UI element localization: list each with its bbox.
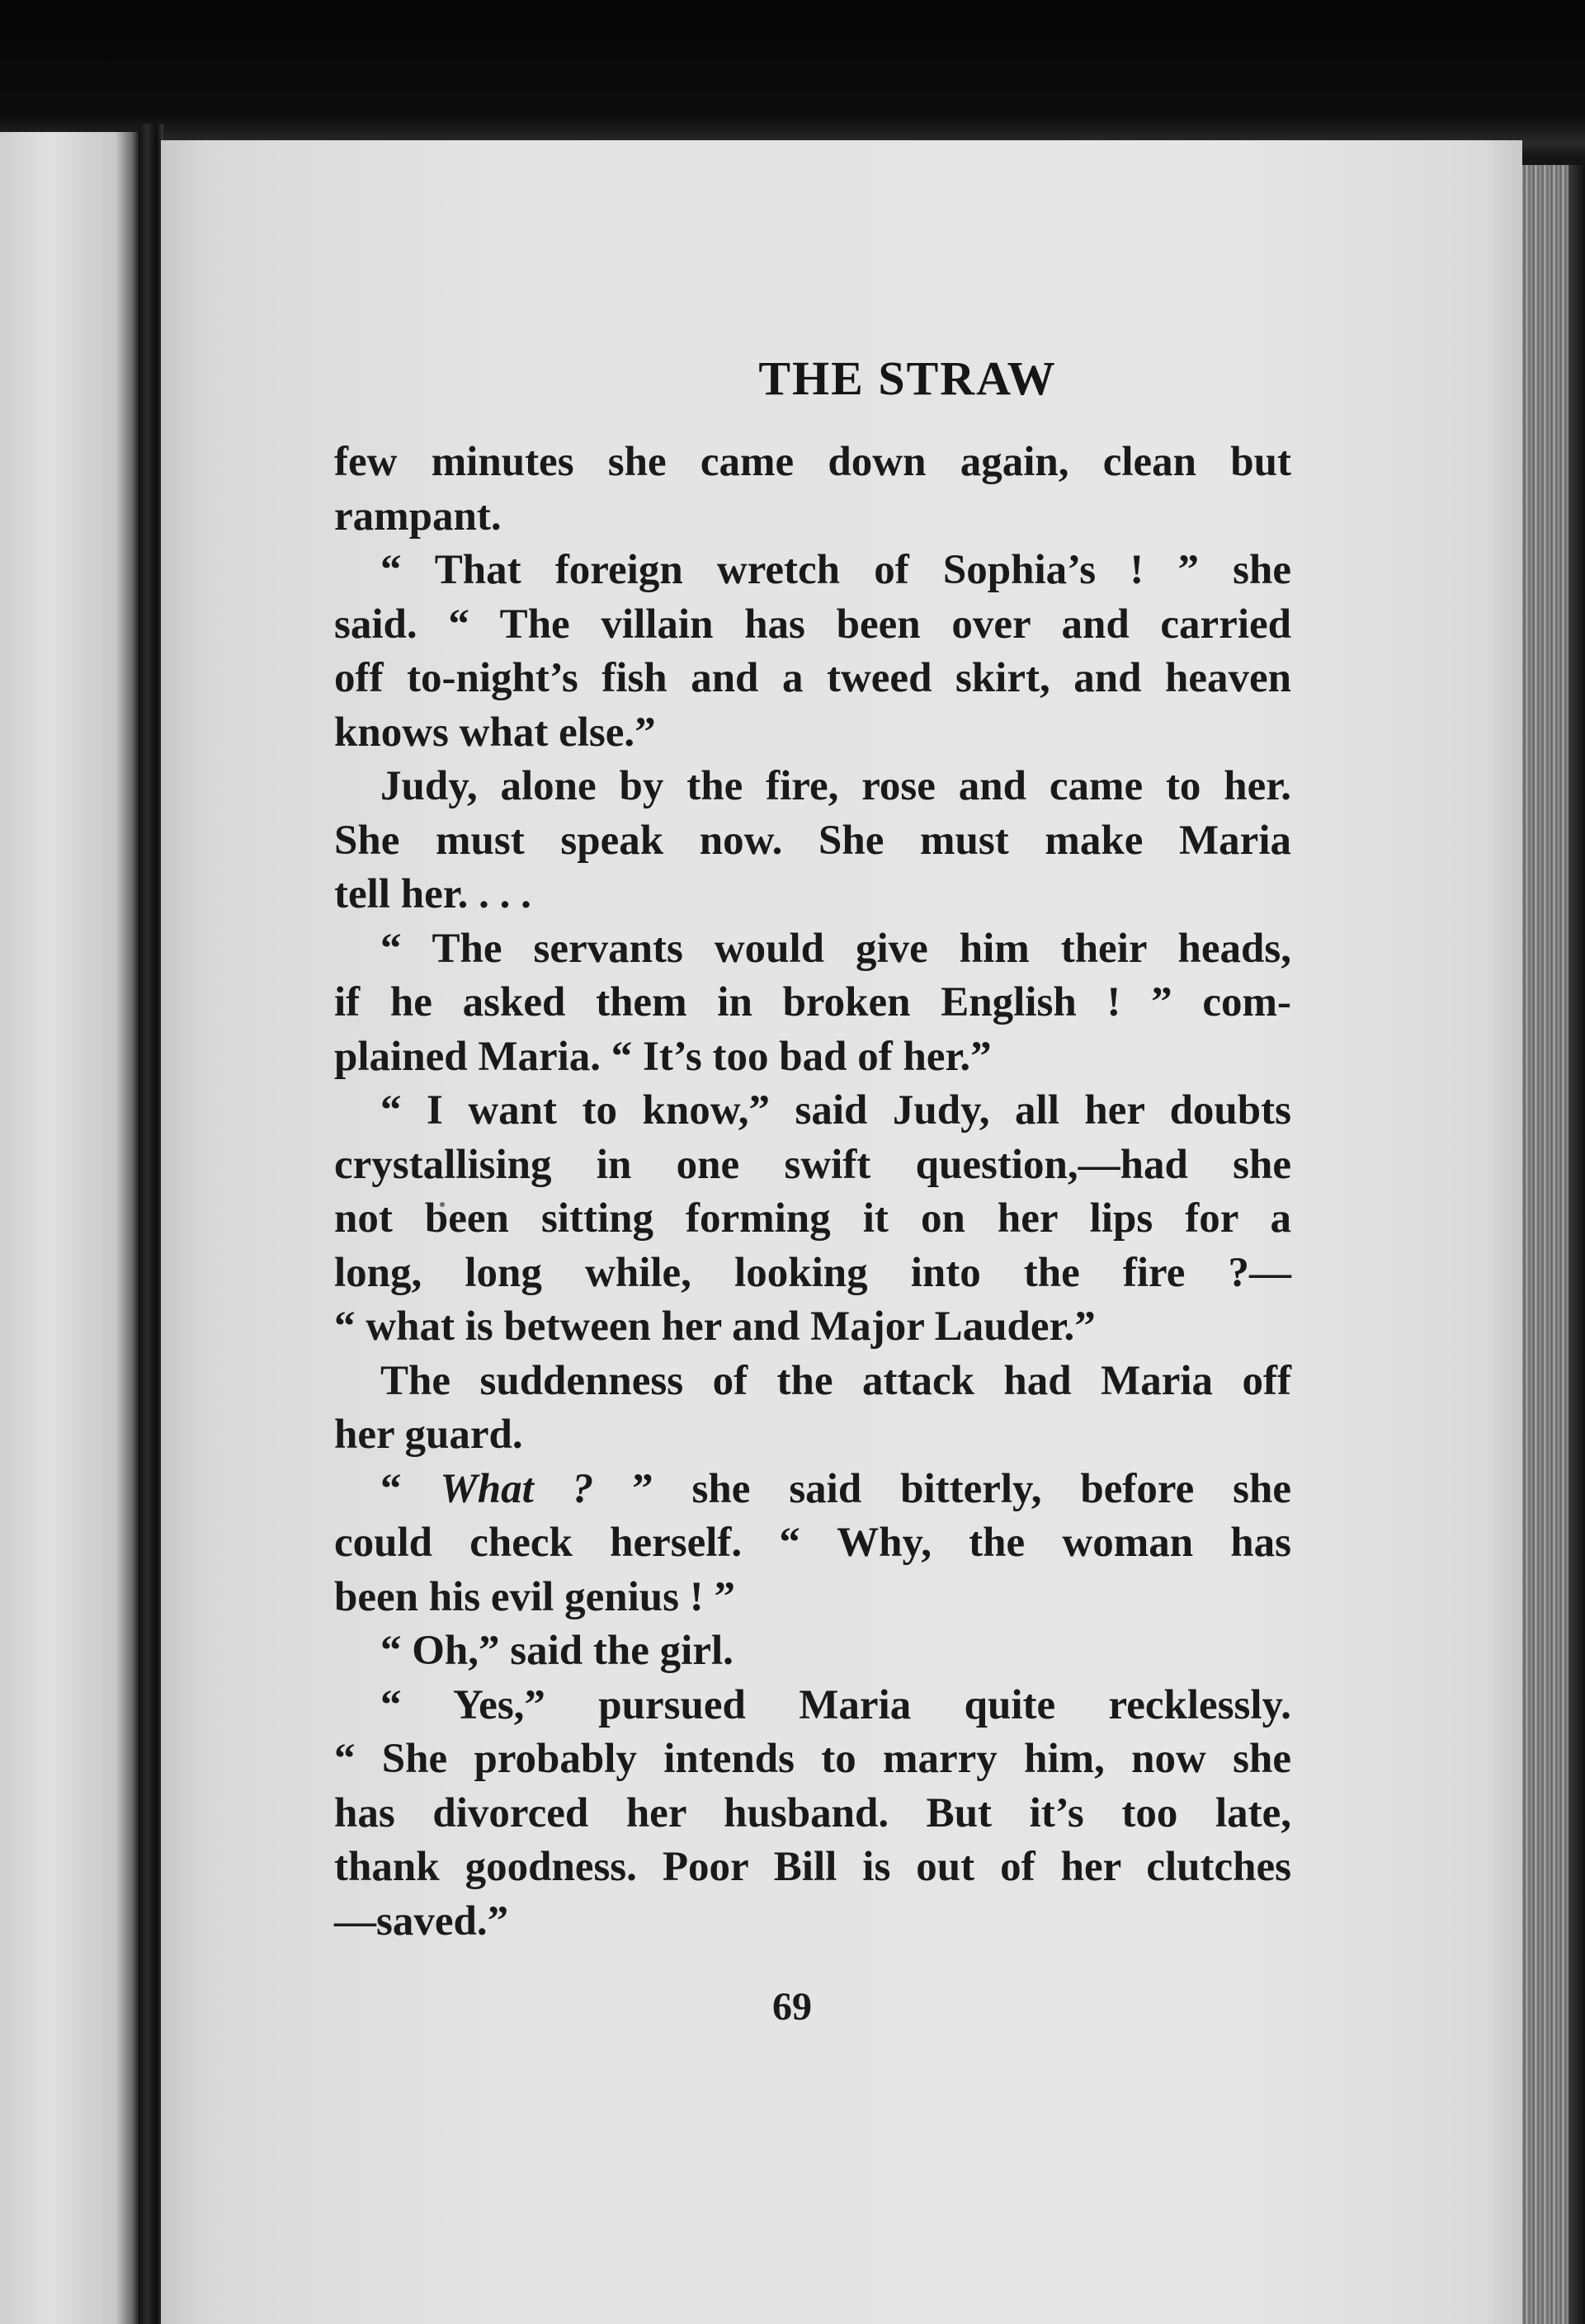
text-line: long, long while, looking into the fire ?— <box>334 1249 1291 1296</box>
text-line: off to-night’s fish and a tweed skirt, and heaven <box>334 655 1291 701</box>
page-number: 69 <box>772 1985 812 2029</box>
text-line: been his evil genius ! ” <box>334 1573 735 1620</box>
text-line: —saved.” <box>334 1897 509 1945</box>
text-line: “ Yes,” pursued Maria quite recklessly. <box>380 1681 1291 1728</box>
text-line: “ what is between her and Major Lauder.” <box>334 1303 1096 1350</box>
text-line: if he asked them in broken English ! ” com- <box>334 979 1291 1025</box>
text-line: has divorced her husband. But it’s too late, <box>334 1789 1291 1836</box>
text-line: “ I want to know,” said Judy, all her doubts <box>380 1087 1291 1134</box>
text-line: knows what else.” <box>334 709 656 756</box>
text-line: few minutes she came down again, clean but <box>334 439 1291 485</box>
text-line: The suddenness of the attack had Maria off <box>380 1357 1291 1404</box>
text-line: “ Oh,” said the girl. <box>380 1628 734 1674</box>
text-line: “ She probably intends to marry him, now she <box>334 1736 1291 1782</box>
text-line: plained Maria. “ It’s too bad of her.” <box>334 1033 992 1080</box>
text-line: rampant. <box>334 493 502 540</box>
body-text <box>334 436 1291 1949</box>
facing-page-edge <box>0 132 139 2324</box>
text-line: her guard. <box>334 1412 523 1458</box>
page-fore-edge <box>1522 165 1585 2324</box>
text-line: “ The servants would give him their heads, <box>380 925 1291 972</box>
text-line-rest: ” she said bitterly, before she <box>632 1465 1291 1512</box>
text-line: tell her. . . . <box>334 871 531 917</box>
book-gutter <box>139 124 163 2324</box>
text-line: said. “ The villain has been over and carried <box>334 601 1291 648</box>
text-line: not been sitting forming it on her lips for a <box>334 1195 1291 1242</box>
open-quote: “ <box>380 1465 402 1512</box>
text-line: Judy, alone by the fire, rose and came to her. <box>380 763 1291 809</box>
text-line: She must speak now. She must make Maria <box>334 817 1291 864</box>
italic-what: What ? <box>440 1465 594 1512</box>
text-line: thank goodness. Poor Bill is out of her clutches <box>334 1844 1291 1890</box>
text-line: could check herself. “ Why, the woman has <box>334 1520 1291 1566</box>
text-line-what <box>334 1463 1291 1517</box>
text-line: crystallising in one swift question,—had she <box>334 1141 1291 1188</box>
running-head: THE STRAW <box>758 351 1057 405</box>
text-line: “ That foreign wretch of Sophia’s ! ” she <box>380 547 1291 593</box>
